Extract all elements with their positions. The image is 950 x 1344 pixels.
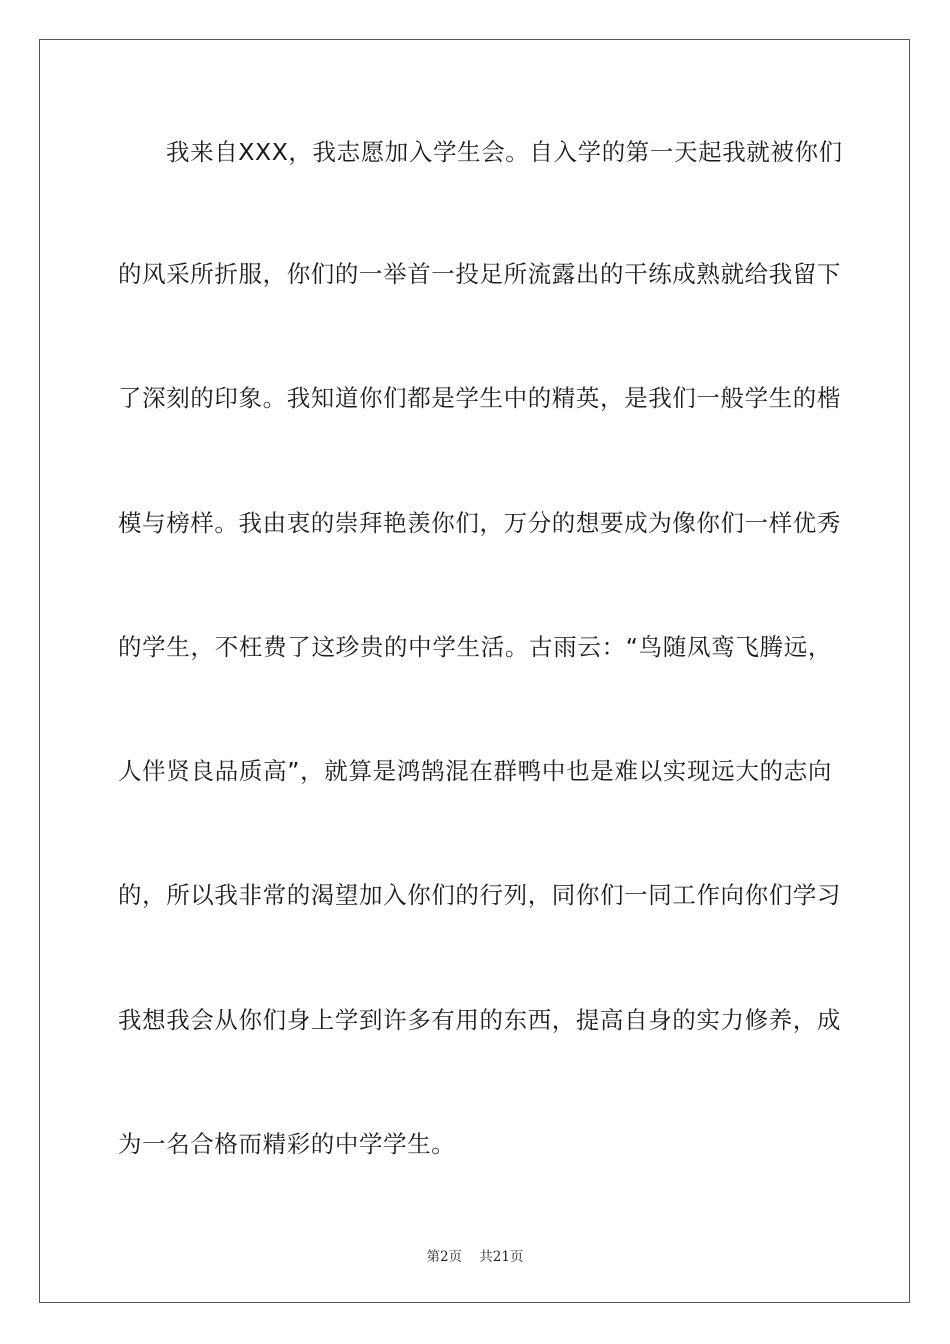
page-total: 共21页 [479,1249,524,1265]
page-number: 第2页 [426,1249,463,1265]
paragraph-line-5: 的学生，不枉费了这珍贵的中学生活。古雨云：“鸟随凤鸾飞腾远， [118,633,832,661]
paragraph-line-3: 了深刻的印象。我知道你们都是学生中的精英，是我们一般学生的楷 [118,384,841,412]
paragraph-line-2: 的风采所折服，你们的一举首一投足所流露出的干练成熟就给我留下 [118,260,841,288]
paragraph-line-9: 为一名合格而精彩的中学学生。 [118,1130,456,1158]
paragraph-line-7: 的，所以我非常的渴望加入你们的行列，同你们一同工作向你们学习 [118,881,841,909]
paragraph-line-6: 人伴贤良品质高”，就算是鸿鹄混在群鸭中也是难以实现远大的志向 [118,757,832,785]
page-border [39,39,910,1303]
paragraph-line-8: 我想我会从你们身上学到许多有用的东西，提高自身的实力修养，成 [118,1006,841,1034]
paragraph-line-1: 我来自XXX，我志愿加入学生会。自入学的第一天起我就被你们 [166,138,843,166]
paragraph-line-4: 模与榜样。我由衷的崇拜艳羡你们，万分的想要成为像你们一样优秀 [118,509,841,537]
page-footer [0,1245,950,1265]
